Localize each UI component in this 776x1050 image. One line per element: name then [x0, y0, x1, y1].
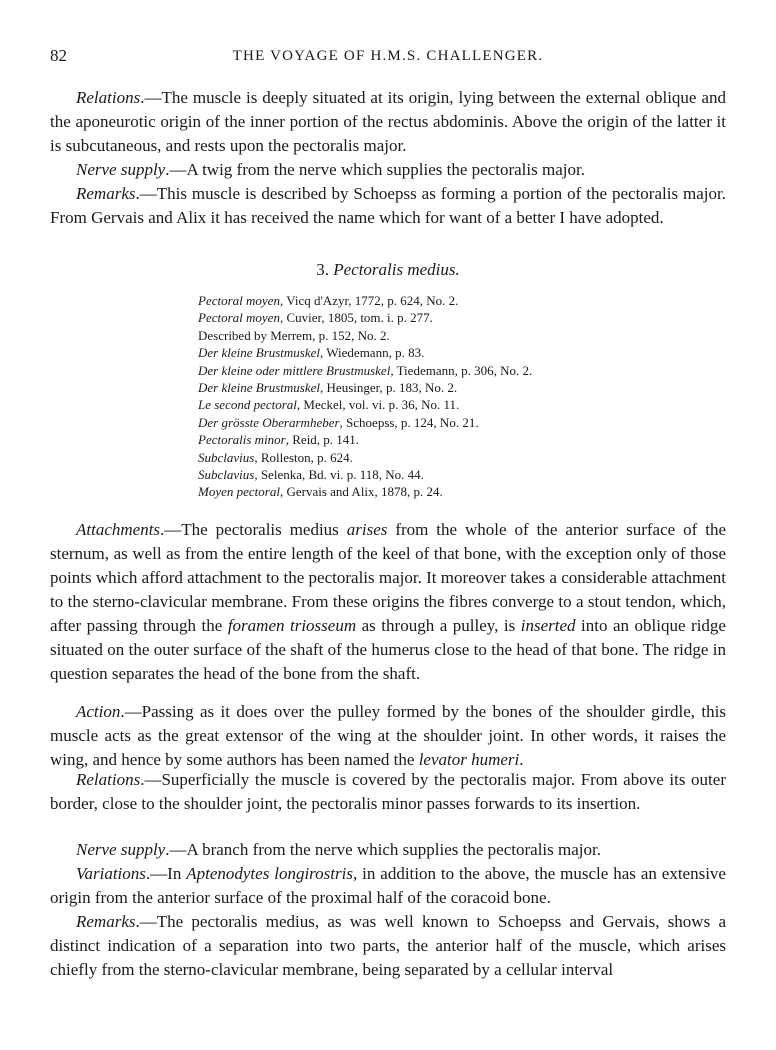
intro-remarks-label: Remarks — [76, 184, 136, 203]
synonym-reference: , Meckel, vol. vi. p. 36, No. 11. — [296, 397, 460, 413]
synonym-reference: , Rolleston, p. 624. — [254, 449, 353, 465]
synonym-reference: , Heusinger, p. 183, No. 2. — [320, 380, 458, 396]
attachments-foramen: foramen triosseum — [227, 616, 357, 635]
synonymy-entry — [198, 327, 718, 344]
variations-text-2: , in addition to the above, the muscle has an extensive origin from the anterior surface of the proximal half of the coracoid bone. — [50, 864, 726, 907]
synonymy-entry — [198, 292, 718, 309]
synonymy-list — [198, 292, 718, 501]
attachments-text-3: as through a pulley, is — [356, 616, 521, 635]
synonym-name: Pectoral moyen — [198, 310, 280, 326]
variations-paragraph — [50, 862, 726, 910]
attachments-label: Attachments — [76, 520, 161, 539]
synonym-reference: , Vicq d'Azyr, 1772, p. 624, No. 2. — [279, 293, 459, 308]
synonymy-entry — [198, 466, 718, 483]
remarks-label: Remarks — [76, 912, 136, 931]
synonymy-entry — [198, 344, 718, 361]
intro-relations-label: Relations — [76, 88, 141, 107]
synonym-name: Le second pectoral — [198, 397, 297, 413]
synonym-name: Subclavius — [198, 449, 255, 465]
relations-text: .—Superficially the muscle is covered by the pectoralis major. From above its outer border, close to the shoulder joint, the pectoralis minor passes forwards to its insertion. — [50, 770, 726, 813]
action-paragraph — [50, 700, 726, 772]
intro-nerve-supply-label: Nerve supply — [76, 160, 166, 179]
synonymy-entry — [198, 449, 718, 466]
synonymy-entry — [198, 414, 718, 431]
synonymy-entry — [198, 483, 718, 500]
synonymy-entry — [198, 379, 718, 396]
synonym-reference: , Selenka, Bd. vi. p. 118, No. 44. — [254, 467, 424, 483]
action-text-1: .—Passing as it does over the pulley formed by the bones of the shoulder girdle, this muscle acts as the great extensor of the wing at the shoulder joint. In other words, it raises the wing, and hence by some authors has been named the — [50, 702, 726, 769]
nerve-supply-paragraph — [50, 838, 726, 862]
synonymy-entry — [198, 309, 718, 326]
synonym-reference: Described by Merrem, p. 152, No. 2. — [198, 327, 390, 343]
synonym-reference: , Cuvier, 1805, tom. i. p. 277. — [279, 310, 433, 326]
synonym-reference: , Reid, p. 141. — [285, 432, 360, 448]
attachments-text-4: into an oblique ridge situated on the outer surface of the shaft of the humerus close to the head of that bone. The ridge in question separates the head of the bone from the shaft. — [50, 616, 726, 683]
intro-nerve-supply-text: .—A twig from the nerve which supplies the pectoralis major. — [165, 160, 585, 179]
intro-remarks-text: .—This muscle is described by Schoepss as forming a portion of the pectoralis major. From Gervais and Alix it has received the name which for want of a better I have adopted. — [50, 184, 726, 227]
attachments-text-2: from the whole of the anterior surface of the sternum, as well as from the entire length of the keel of that bone, with the exception only of those points which afford attachment to the pectoralis major. It moreover takes a considerable attachment to the sterno-clavicular membrane. From these origins the fibres converge to a stout tendon, which, after passing through the — [50, 520, 726, 635]
section-number: 3. — [316, 260, 329, 279]
variations-species: Aptenodytes longirostris — [186, 864, 353, 883]
running-header — [50, 46, 726, 70]
section-heading — [50, 258, 726, 282]
intro-nerve-supply-paragraph — [50, 158, 726, 182]
intro-remarks-paragraph — [50, 182, 726, 230]
nerve-supply-label: Nerve supply — [76, 840, 166, 859]
synonym-reference: , Schoepss, p. 124, No. 21. — [339, 414, 479, 430]
synonymy-entry — [198, 396, 718, 413]
nerve-supply-text: .—A branch from the nerve which supplies the pectoralis major. — [165, 840, 601, 859]
remarks-text: .—The pectoralis medius, as was well known to Schoepss and Gervais, shows a distinct indication of a separation into two parts, the anterior half of the muscle, which arises chiefly from the sterno-clavicular membrane, being separated by a cellular interval — [50, 912, 726, 979]
variations-text-1: .—In — [145, 864, 187, 883]
running-title: THE VOYAGE OF H.M.S. CHALLENGER. — [232, 48, 544, 64]
intro-relations-paragraph — [50, 86, 726, 158]
intro-relations-text: .—The muscle is deeply situated at its origin, lying between the external oblique and the aponeurotic origin of the inner portion of the rectus abdominis. Above the origin of the latter it is subcutaneous, and rests upon the pectoralis major. — [50, 88, 726, 155]
synonym-name: Der kleine Brustmuskel — [198, 380, 321, 396]
synonym-name: Subclavius — [198, 467, 255, 483]
synonym-reference: , Tiedemann, p. 306, No. 2. — [390, 362, 533, 378]
remarks-paragraph — [50, 910, 726, 982]
synonym-name: Der kleine Brustmuskel — [198, 345, 321, 361]
synonym-name: Pectoral moyen — [198, 293, 280, 308]
synonym-reference: , Gervais and Alix, 1878, p. 24. — [279, 484, 443, 500]
section-title: Pectoralis medius. — [333, 260, 460, 279]
synonym-name: Pectoralis minor — [198, 432, 286, 448]
synonym-reference: , Wiedemann, p. 83. — [320, 345, 425, 361]
relations-label: Relations — [76, 770, 141, 789]
page-number: 82 — [50, 46, 67, 65]
synonym-name: Der grösste Oberarmheber — [198, 414, 340, 430]
relations-paragraph — [50, 768, 726, 816]
synonymy-entry — [198, 362, 718, 379]
action-label: Action — [76, 702, 121, 721]
attachments-text-1: .—The pectoralis medius — [160, 520, 347, 539]
attachments-inserted: inserted — [520, 616, 576, 635]
synonym-name: Moyen pectoral — [198, 484, 280, 500]
attachments-paragraph — [50, 518, 726, 686]
action-levator: levator humeri — [418, 750, 520, 769]
action-text-2: . — [519, 750, 524, 769]
synonymy-entry — [198, 431, 718, 448]
synonym-name: Der kleine oder mittlere Brustmuskel — [198, 362, 391, 378]
attachments-arises: arises — [346, 520, 388, 539]
variations-label: Variations — [76, 864, 146, 883]
